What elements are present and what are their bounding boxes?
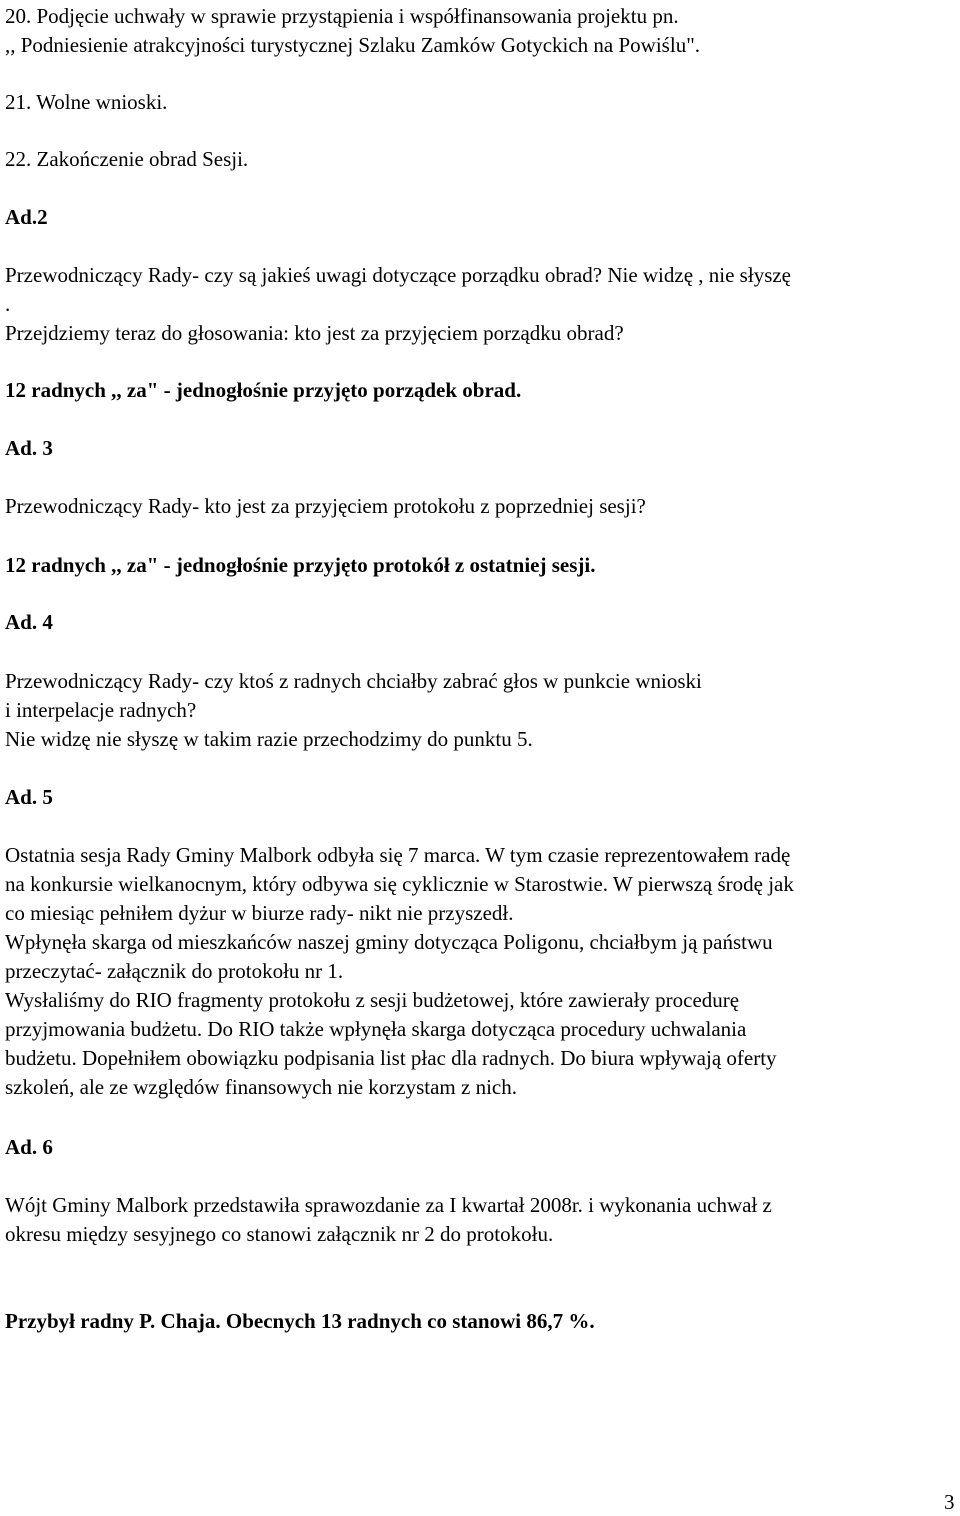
agenda-item-22: 22. Zakończenie obrad Sesji.: [5, 147, 249, 171]
ad2-text-line-3: Przejdziemy teraz do głosowania: kto jest za przyjęciem porządku obrad?: [5, 321, 624, 345]
agenda-item-20-line-1: 20. Podjęcie uchwały w sprawie przystąpienia i współfinansowania projektu pn.: [5, 4, 679, 28]
page-number: 3: [944, 1490, 955, 1514]
attendance-note: Przybył radny P. Chaja. Obecnych 13 radnych co stanowi 86,7 %.: [5, 1309, 595, 1333]
ad5-text-line: budżetu. Dopełniłem obowiązku podpisania list płac dla radnych. Do biura wpływają oferty: [5, 1046, 777, 1070]
ad3-heading: Ad. 3: [5, 436, 53, 460]
ad5-text-line: na konkursie wielkanocnym, który odbywa się cyklicznie w Starostwie. W pierwszą środę jak: [5, 872, 794, 896]
ad5-text-line: Wysłaliśmy do RIO fragmenty protokołu z sesji budżetowej, które zawierały procedurę: [5, 988, 740, 1012]
ad6-text-line-1: Wójt Gminy Malbork przedstawiła sprawozdanie za I kwartał 2008r. i wykonania uchwał z: [5, 1193, 772, 1217]
ad5-text-line: Wpłynęła skarga od mieszkańców naszej gminy dotycząca Poligonu, chciałbym ją państwu: [5, 930, 773, 954]
ad4-heading: Ad. 4: [5, 610, 53, 634]
ad2-text-line-1: Przewodniczący Rady- czy są jakieś uwagi dotyczące porządku obrad? Nie widzę , nie słyszę: [5, 263, 792, 287]
ad5-text-line: przeczytać- załącznik do protokołu nr 1.: [5, 959, 344, 983]
ad6-text-line-2: okresu między sesyjnego co stanowi załącznik nr 2 do protokołu.: [5, 1222, 554, 1246]
ad6-heading: Ad. 6: [5, 1135, 53, 1159]
agenda-item-20-line-2: ,, Podniesienie atrakcyjności turystycznej Szlaku Zamków Gotyckich na Powiślu".: [5, 33, 701, 57]
ad3-vote-result: 12 radnych ,, za" - jednogłośnie przyjęto protokół z ostatniej sesji.: [5, 553, 596, 577]
ad4-text-line-1: Przewodniczący Rady- czy ktoś z radnych chciałby zabrać głos w punkcie wnioski: [5, 669, 702, 693]
ad4-text-line-2: i interpelacje radnych?: [5, 698, 197, 722]
ad2-heading: Ad.2: [5, 205, 48, 229]
ad5-text-line: przyjmowania budżetu. Do RIO także wpłynęła skarga dotycząca procedury uchwalania: [5, 1017, 747, 1041]
ad5-text-line: Ostatnia sesja Rady Gminy Malbork odbyła się 7 marca. W tym czasie reprezentowałem radę: [5, 843, 791, 867]
ad2-vote-result: 12 radnych ,, za" - jednogłośnie przyjęto porządek obrad.: [5, 378, 522, 402]
ad5-text-line: szkoleń, ale ze względów finansowych nie korzystam z nich.: [5, 1075, 517, 1099]
agenda-item-21: 21. Wolne wnioski.: [5, 90, 168, 114]
ad2-text-line-2: .: [5, 292, 11, 316]
ad5-heading: Ad. 5: [5, 785, 53, 809]
ad3-text-line-1: Przewodniczący Rady- kto jest za przyjęciem protokołu z poprzedniej sesji?: [5, 494, 646, 518]
ad5-text-line: co miesiąc pełniłem dyżur w biurze rady- nikt nie przyszedł.: [5, 901, 514, 925]
ad4-text-line-3: Nie widzę nie słyszę w takim razie przechodzimy do punktu 5.: [5, 727, 533, 751]
